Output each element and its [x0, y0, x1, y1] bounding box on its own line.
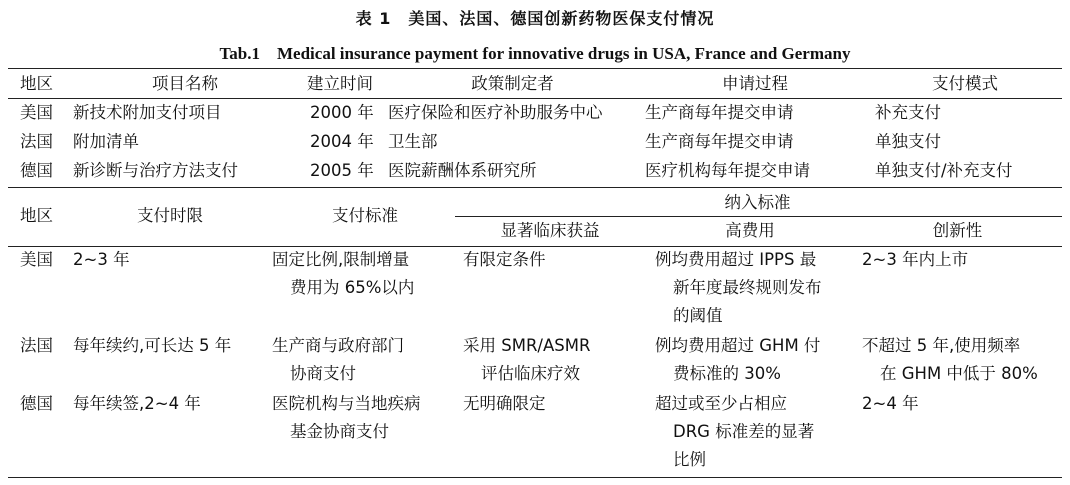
t2-row1-period: 2~3 年 — [73, 250, 130, 269]
t1-row1-policymaker: 医疗保险和医疗补助服务中心 — [388, 103, 603, 122]
t2-row2-cost-line: 费标准的 30% — [673, 364, 781, 383]
t2-row2-benefit-line: 评估临床疗效 — [481, 364, 580, 383]
table-caption-english: Tab.1 Medical insurance payment for innovative drugs in USA, France and Germany — [219, 44, 851, 63]
t2-row3-period: 每年续签,2~4 年 — [73, 394, 201, 413]
t2-row3-innovation-line: 2~4 年 — [862, 394, 919, 413]
t2-row3-benefit-line: 无明确限定 — [463, 394, 546, 413]
t2-row3-cost — [655, 390, 860, 474]
t1-row2-project: 附加清单 — [73, 132, 139, 151]
t2-row3-standard — [272, 390, 462, 446]
table-caption-chinese: 表 1 美国、法国、德国创新药物医保支付情况 — [355, 9, 715, 28]
t2-header-period: 支付时限 — [137, 206, 203, 225]
t2-row1-cost-line: 新年度最终规则发布 — [673, 278, 822, 297]
t2-row3-region: 德国 — [20, 394, 53, 413]
t1-row1-region: 美国 — [20, 103, 53, 122]
t2-header-standard: 支付标准 — [332, 206, 398, 225]
t1-header-region: 地区 — [20, 74, 53, 93]
t1-row1-year: 2000 年 — [310, 103, 374, 122]
t1-row1-project: 新技术附加支付项目 — [73, 103, 222, 122]
t2-row2-cost — [655, 332, 860, 388]
t2-row2-standard — [272, 332, 462, 388]
t1-row3-policymaker: 医院薪酬体系研究所 — [388, 161, 537, 180]
t2-header-region: 地区 — [20, 206, 53, 225]
t1-row3-application: 医疗机构每年提交申请 — [645, 161, 810, 180]
t2-row1-innovation — [862, 246, 1062, 274]
table1-header-rule — [8, 98, 1062, 99]
t1-row2-policymaker: 卫生部 — [388, 132, 438, 151]
t1-row3-region: 德国 — [20, 161, 53, 180]
t1-header-year: 建立时间 — [307, 74, 373, 93]
t1-header-project: 项目名称 — [152, 74, 218, 93]
t1-row3-project: 新诊断与治疗方法支付 — [73, 161, 238, 180]
table1-bottom-rule — [8, 187, 1062, 188]
t2-row3-cost-line: 超过或至少占相应 — [655, 394, 787, 413]
t1-row2-year: 2004 年 — [310, 132, 374, 151]
t2-row2-standard-line: 生产商与政府部门 — [272, 336, 404, 355]
t2-row2-region: 法国 — [20, 336, 53, 355]
t2-row3-benefit — [463, 390, 648, 418]
t2-row1-cost-line: 的阈值 — [673, 306, 723, 325]
t2-row1-standard — [272, 246, 462, 302]
t2-row2-innovation — [862, 332, 1062, 388]
t2-row2-innovation-line: 在 GHM 中低于 80% — [880, 364, 1038, 383]
t2-row3-standard-line: 医院机构与当地疾病 — [272, 394, 421, 413]
t2-header-innovation: 创新性 — [932, 221, 983, 240]
t2-row2-cost-line: 例均费用超过 GHM 付 — [655, 336, 821, 355]
t2-row3-cost-line: 比例 — [673, 450, 706, 469]
table1-top-rule — [8, 68, 1062, 69]
t1-row3-year: 2005 年 — [310, 161, 374, 180]
t2-row3-cost-line: DRG 标准差的显著 — [673, 422, 815, 441]
t1-row1-payment-mode: 补充支付 — [875, 103, 941, 122]
t2-row1-cost — [655, 246, 860, 330]
t2-header-benefit: 显著临床获益 — [500, 221, 600, 240]
t1-row2-application: 生产商每年提交申请 — [645, 132, 794, 151]
t2-header-criteria: 纳入标准 — [724, 193, 791, 212]
t2-row1-benefit — [463, 246, 648, 274]
t1-header-payment-mode: 支付模式 — [932, 74, 998, 93]
t2-row1-innovation-line: 2~3 年内上市 — [862, 250, 969, 269]
t2-header-cost: 高费用 — [725, 221, 775, 240]
t2-row1-standard-line: 费用为 65%以内 — [290, 278, 415, 297]
t2-row1-benefit-line: 有限定条件 — [463, 250, 546, 269]
t2-row2-benefit-line: 采用 SMR/ASMR — [463, 336, 591, 355]
t2-row2-standard-line: 协商支付 — [290, 364, 356, 383]
t2-row1-region: 美国 — [20, 250, 53, 269]
t1-header-policymaker: 政策制定者 — [471, 74, 554, 93]
t2-row3-standard-line: 基金协商支付 — [290, 422, 389, 441]
t1-row1-application: 生产商每年提交申请 — [645, 103, 794, 122]
t2-row2-innovation-line: 不超过 5 年,使用频率 — [862, 336, 1021, 355]
table2-bottom-rule — [8, 477, 1062, 478]
t1-header-application: 申请过程 — [722, 74, 788, 93]
t2-row2-period: 每年续约,可长达 5 年 — [73, 336, 232, 355]
t1-row2-region: 法国 — [20, 132, 53, 151]
t2-row1-cost-line: 例均费用超过 IPPS 最 — [655, 250, 817, 269]
t1-row2-payment-mode: 单独支付 — [875, 132, 941, 151]
table2-criteria-subrule — [455, 216, 1062, 217]
t2-row2-benefit — [463, 332, 648, 388]
t2-row1-standard-line: 固定比例,限制增量 — [272, 250, 410, 269]
t1-row3-payment-mode: 单独支付/补充支付 — [875, 161, 1013, 180]
t2-row3-innovation — [862, 390, 1062, 418]
